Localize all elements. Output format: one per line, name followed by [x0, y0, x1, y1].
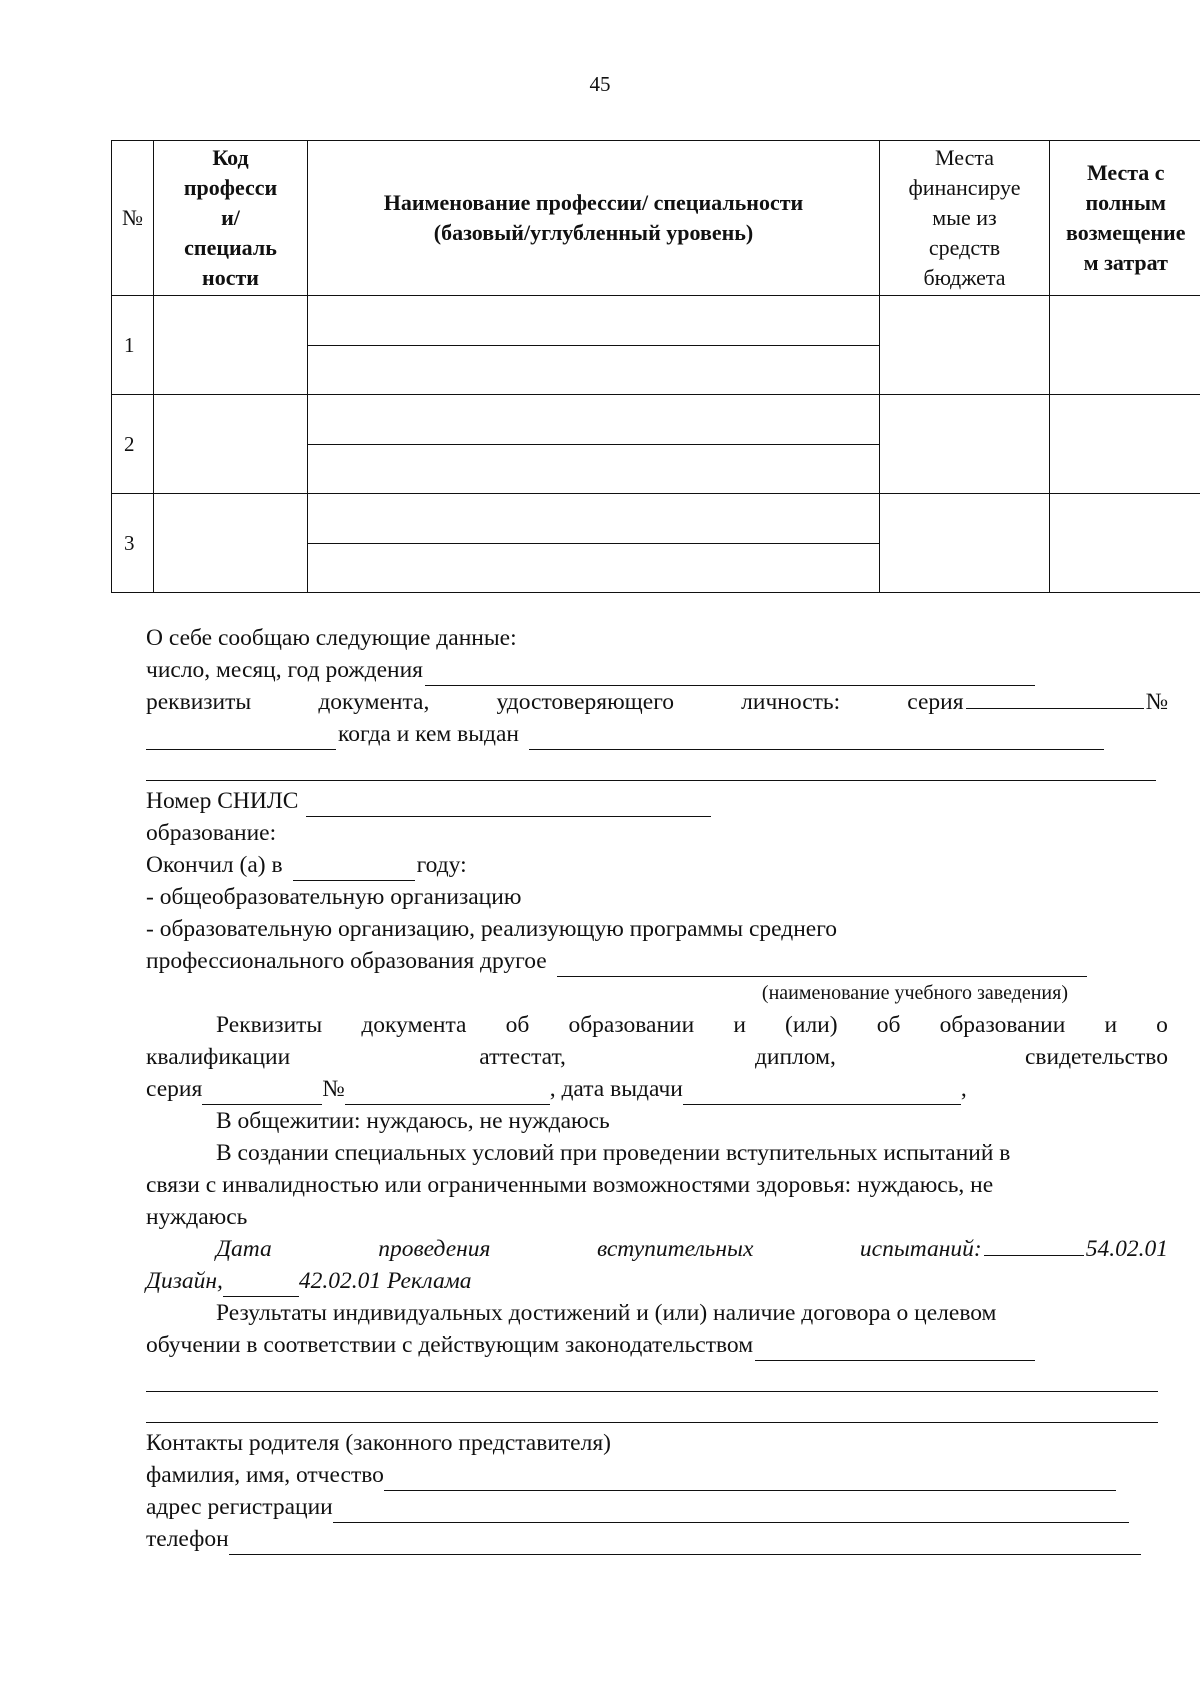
- edu-doc-word: об: [505, 1012, 530, 1038]
- education-line: [146, 817, 1168, 849]
- code-cell[interactable]: [154, 494, 308, 593]
- parent-address-line: [146, 1491, 1168, 1523]
- birth-label: число, месяц, год рождения: [146, 657, 423, 683]
- id-doc-word: удостоверяющего: [496, 689, 675, 715]
- achievements-field-continued[interactable]: [146, 1392, 1158, 1423]
- id-number-field[interactable]: [146, 727, 336, 750]
- edu-doc-word: образовании: [568, 1012, 695, 1038]
- header-budget: [880, 141, 1050, 296]
- edu-date-label: , дата выдачи: [549, 1076, 683, 1102]
- snils-field[interactable]: [306, 794, 711, 817]
- table-row: [112, 494, 1200, 593]
- exam-date-word: испытаний:: [859, 1236, 982, 1262]
- parent-phone-field[interactable]: [229, 1532, 1141, 1555]
- parent-address-label: адрес регистрации: [146, 1494, 333, 1520]
- id-doc-line: [146, 686, 1168, 718]
- id-series-group: [907, 686, 1168, 718]
- header-code-line: Код: [212, 145, 249, 170]
- edu-series-field[interactable]: [202, 1082, 322, 1105]
- edu-doc-line-1: [146, 1009, 1168, 1041]
- parent-address-field[interactable]: [333, 1500, 1129, 1523]
- header-budget-line: средств: [928, 235, 1001, 260]
- header-budget-line: финансируе: [908, 175, 1021, 200]
- special-conditions-line-3: [146, 1201, 1168, 1233]
- edu-doc-word: об: [876, 1012, 901, 1038]
- header-number: №: [112, 141, 154, 296]
- option-spo-2: [146, 945, 1168, 977]
- row-number: 2: [112, 395, 154, 494]
- row-number: 3: [112, 494, 154, 593]
- option-spo-text: - образовательную организацию, реализующую программы среднего: [146, 916, 838, 942]
- header-code-line: професси: [183, 175, 278, 200]
- budget-cell[interactable]: [880, 296, 1050, 395]
- parent-contacts-title: Контакты родителя (законного представителя): [146, 1430, 611, 1456]
- id-number-sign: №: [1145, 689, 1168, 715]
- id-doc-word: реквизиты: [146, 689, 252, 715]
- snils-label: Номер СНИЛС: [146, 788, 299, 814]
- header-code-line: ности: [202, 265, 259, 290]
- exam-spec-code: 42.02.01 Реклама: [298, 1268, 472, 1294]
- paid-cell[interactable]: [1050, 395, 1200, 494]
- edu-doc-word: диплом,: [754, 1044, 836, 1070]
- issued-line: [146, 718, 1168, 750]
- parent-contacts-line: [146, 1427, 1168, 1459]
- parent-name-field[interactable]: [384, 1468, 1116, 1491]
- institution-caption: (наименование учебного заведения): [761, 982, 1068, 1004]
- header-paid-line: возмещение: [1066, 220, 1186, 245]
- header-budget-line: мые из: [932, 205, 997, 230]
- header-code-line: и/: [221, 205, 240, 230]
- exam-date-group: [860, 1233, 1168, 1265]
- header-paid: [1050, 141, 1200, 296]
- edu-doc-word: аттестат,: [479, 1044, 566, 1070]
- dormitory-line: [146, 1105, 1168, 1137]
- header-name-line: (базовый/углубленный уровень): [433, 220, 754, 245]
- edu-number-field[interactable]: [345, 1082, 550, 1105]
- special-conditions-text: связи с инвалидностью или ограниченными возможностями здоровья: нуждаюсь, не: [146, 1172, 994, 1198]
- edu-doc-line-2: [146, 1041, 1168, 1073]
- id-doc-word: личность:: [741, 689, 841, 715]
- budget-cell[interactable]: [880, 395, 1050, 494]
- graduation-year-field[interactable]: [293, 858, 415, 881]
- edu-doc-word: и: [1104, 1012, 1118, 1038]
- edu-doc-word: документа: [361, 1012, 467, 1038]
- page-number: 45: [589, 72, 611, 96]
- achievements-text: Результаты индивидуальных достижений и (или) наличие договора о целевом: [216, 1300, 997, 1326]
- edu-doc-word: образовании: [939, 1012, 1066, 1038]
- special-conditions-line-2: [146, 1169, 1168, 1201]
- exam-date-field-2[interactable]: [223, 1274, 299, 1297]
- intro-line: [146, 622, 1168, 654]
- special-conditions-text: В создании специальных условий при проведении вступительных испытаний в: [216, 1140, 1011, 1166]
- intro-text: О себе сообщаю следующие данные:: [146, 625, 517, 651]
- option-spo-text: профессионального образования другое: [146, 948, 547, 974]
- achievements-field[interactable]: [755, 1338, 1035, 1361]
- parent-phone-line: [146, 1523, 1168, 1555]
- achievements-line-2: [146, 1329, 1168, 1361]
- institution-caption-line: [146, 977, 1168, 1009]
- paid-cell[interactable]: [1050, 494, 1200, 593]
- header-budget-line: Места: [935, 145, 994, 170]
- budget-cell[interactable]: [880, 494, 1050, 593]
- exam-date-line: [146, 1233, 1168, 1265]
- achievements-field-continued[interactable]: [146, 1361, 1158, 1392]
- parent-phone-label: телефон: [146, 1526, 229, 1552]
- edu-doc-word: и: [733, 1012, 746, 1038]
- id-series-field[interactable]: [966, 686, 1144, 709]
- id-series-label: серия: [907, 689, 964, 715]
- edu-date-field[interactable]: [683, 1082, 961, 1105]
- edu-number-sign: №: [322, 1076, 345, 1102]
- issued-label: когда и кем выдан: [338, 721, 520, 747]
- issued-by-field[interactable]: [529, 727, 1104, 750]
- code-cell[interactable]: [154, 395, 308, 494]
- edu-doc-word: квалификации: [146, 1044, 291, 1070]
- exam-date-field-1[interactable]: [984, 1233, 1084, 1256]
- graduated-suffix: году:: [416, 852, 467, 878]
- exam-date-word: Дата: [216, 1236, 272, 1262]
- row-number: 1: [112, 296, 154, 395]
- institution-field[interactable]: [557, 954, 1087, 977]
- name-cell[interactable]: [308, 494, 880, 593]
- form-body: [146, 622, 1168, 1555]
- name-cell[interactable]: [308, 296, 880, 395]
- option-general-text: - общеобразовательную организацию: [146, 884, 522, 910]
- edu-series-label: серия: [146, 1076, 203, 1102]
- birth-line: [146, 654, 1168, 686]
- header-paid-line: Места с: [1086, 160, 1165, 185]
- edu-doc-word: о: [1156, 1012, 1168, 1038]
- option-spo-1: [146, 913, 1168, 945]
- dormitory-text: В общежитии: нуждаюсь, не нуждаюсь: [216, 1108, 610, 1134]
- birth-date-field[interactable]: [425, 663, 1035, 686]
- paid-cell[interactable]: [1050, 296, 1200, 395]
- parent-name-line: [146, 1459, 1168, 1491]
- special-conditions-line-1: [146, 1137, 1168, 1169]
- header-budget-line: бюджета: [923, 265, 1006, 290]
- achievements-line-1: [146, 1297, 1168, 1329]
- edu-doc-word: свидетельство: [1024, 1044, 1168, 1070]
- exam-date-line-2: [146, 1265, 1168, 1297]
- header-code: [154, 141, 308, 296]
- code-cell[interactable]: [154, 296, 308, 395]
- graduated-prefix: Окончил (а) в: [146, 852, 283, 878]
- graduated-line: [146, 849, 1168, 881]
- table-row: [112, 395, 1200, 494]
- edu-doc-word: (или): [785, 1012, 838, 1038]
- issued-by-field-continued[interactable]: [146, 750, 1156, 781]
- specialty-table: [111, 140, 1200, 593]
- edu-doc-line-3: [146, 1073, 1168, 1105]
- table-row: [112, 296, 1200, 395]
- education-label: образование:: [146, 820, 277, 846]
- option-general: [146, 881, 1168, 913]
- edu-line-end: ,: [960, 1076, 967, 1102]
- exam-spec-name: Дизайн,: [146, 1268, 223, 1294]
- header-name-line: Наименование профессии/ специальности: [383, 190, 804, 215]
- header-name: [308, 141, 880, 296]
- exam-date-word: вступительных: [596, 1236, 754, 1262]
- table-header-row: [112, 141, 1200, 296]
- id-doc-word: документа,: [318, 689, 430, 715]
- exam-date-word: проведения: [378, 1236, 491, 1262]
- achievements-text: обучении в соответствии с действующим законодательством: [146, 1332, 754, 1358]
- header-code-line: специаль: [184, 235, 277, 260]
- snils-line: [146, 785, 1168, 817]
- parent-name-label: фамилия, имя, отчество: [146, 1462, 384, 1488]
- exam-spec-code: 54.02.01: [1085, 1236, 1168, 1262]
- special-conditions-text: нуждаюсь: [146, 1204, 248, 1230]
- header-paid-line: полным: [1085, 190, 1167, 215]
- header-paid-line: м затрат: [1083, 250, 1168, 275]
- edu-doc-word: Реквизиты: [216, 1012, 323, 1038]
- name-cell[interactable]: [308, 395, 880, 494]
